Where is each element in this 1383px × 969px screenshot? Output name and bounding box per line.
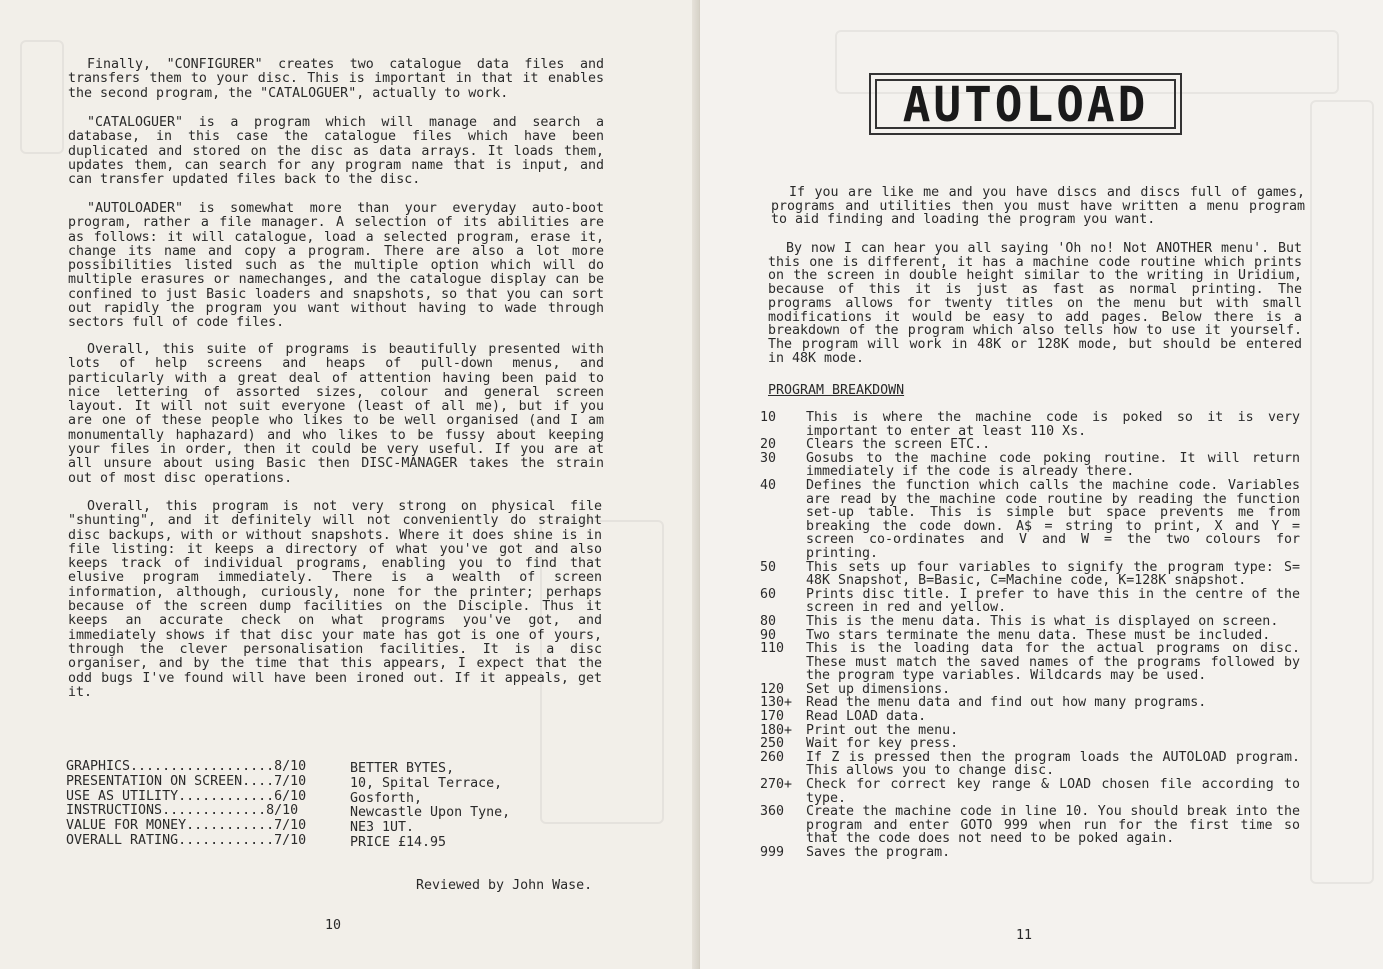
- line-description: If Z is pressed then the program loads the AUTOLOAD program. This allows you to change disc.: [806, 749, 1300, 779]
- page-number: 10: [325, 918, 342, 933]
- line-number: 20: [760, 437, 777, 453]
- line-description: Set up dimensions.: [806, 681, 951, 697]
- line-number: 270+: [760, 777, 793, 793]
- breakdown-row: [760, 778, 1300, 805]
- paragraph: Finally, "CONFIGURER" creates two catalogue data files and transfers them to your disc. This is important in that it enables the second program, the "CATALOGUER", actually to work.: [68, 57, 604, 101]
- breakdown-row: [760, 710, 1300, 724]
- paragraph: Overall, this program is not very strong on physical file "shunting", and it definitely will not conveniently do straight disc backups, with or without snapshots. Where it does shine is in file listing: it keeps a directory of what you've got and also keeps track of individual programs, enabling you to find that elusive program immediately. There is a wealth of screen information, although, curiously, none for the printer; perhaps because of the screen dump facilities on the Disciple. Thus it keeps an accurate check on what programs you've got, and immediately shows if that disc your mate has got is one of yours, through the clever personalisation facilities. It is a disc organiser, and by the time that this appears, I expect that the odd bugs I've found will have been ironed out. If it appeals, get it.: [68, 499, 602, 700]
- breakdown-row: [760, 751, 1300, 778]
- line-number: 30: [760, 450, 777, 466]
- publisher-address: [350, 762, 510, 851]
- page-title: AUTOLOAD: [902, 75, 1149, 133]
- line-description: Create the machine code in line 10. You should break into the program and enter GOTO 999 when run for the first time so that the code does not need to be poked again.: [806, 804, 1300, 847]
- rating-value: VALUE FOR MONEY...........7/10: [66, 818, 307, 834]
- line-number: 60: [760, 586, 777, 602]
- line-description: This sets up four variables to signify the program type: S= 48K Snapshot, B=Basic, C=Machine code, K=128K snapshot.: [806, 559, 1300, 589]
- address-line: Gosforth,: [350, 790, 423, 806]
- breakdown-row: [760, 696, 1300, 710]
- rating-utility: USE AS UTILITY............6/10: [66, 788, 307, 804]
- intro-paragraph: If you are like me and you have discs and discs full of games, programs and utilities then you must have written a menu program to aid finding and loading the program you want.: [771, 185, 1305, 228]
- line-description: Read LOAD data.: [806, 709, 927, 725]
- line-description: This is where the machine code is poked so it is very important to enter at least 110 Xs.: [806, 410, 1300, 439]
- address-line: NE3 1UT.: [350, 820, 415, 836]
- intro-paragraph: By now I can hear you all saying 'Oh no! Not ANOTHER menu'. But this one is different, it has a machine code routine which prints on the screen in double height similar to the writing in Uridium, because of this it is just as fast as normal printing. The programs allows for twenty titles on the menu but with small modifications it would be easy to add pages. Below there is a breakdown of the program which also tells how to use it yourself. The program will work in 48K or 128K mode, but should be entered in 48K mode.: [768, 241, 1302, 366]
- line-description: This is the menu data. This is what is displayed on screen.: [806, 613, 1279, 629]
- line-description: Two stars terminate the menu data. These must be included.: [806, 627, 1271, 643]
- line-description: Clears the screen ETC..: [806, 437, 991, 453]
- title-banner: [869, 73, 1182, 135]
- program-breakdown: [760, 411, 1300, 860]
- paragraph: "CATALOGUER" is a program which will manage and search a database, in this case the catalogue files which have been duplicated and stored on the disc as data arrays. It loads them, updates them, can search for any program name that is input, and can transfer updated files back to the disc.: [68, 115, 604, 188]
- line-number: 90: [760, 627, 777, 643]
- line-description: Defines the function which calls the machine code. Variables are read by the machine code routine by reading the function set-up table. This is simple but space prevents me from breaking the code down. A$ = string to print, X and Y = screen co-ordinates and V and W = the two colours for printing.: [806, 477, 1300, 561]
- paragraph: Overall, this suite of programs is beautifully presented with lots of help screens and heaps of pull-down menus, and particularly with a great deal of attention having been paid to nice lettering of assorted sizes, colour and general screen layout. It will not suit everyone (least of all me), but if you are one of these people who likes to be well organised (and I am monumentally haphazard) and who likes to be fussy about keeping your files in order, then it could be very useful. If you are at all unsure about using Basic then DISC-MANAGER takes the strain out of most disc operations.: [68, 342, 604, 486]
- breakdown-row: [760, 683, 1300, 697]
- breakdown-row: [760, 479, 1300, 561]
- breakdown-row: [760, 724, 1300, 738]
- line-description: Check for correct key range & LOAD chosen file according to type.: [806, 777, 1300, 806]
- rating-instructions: INSTRUCTIONS.............8/10: [66, 803, 299, 819]
- ratings-list: [66, 760, 306, 849]
- breakdown-row: [760, 846, 1300, 860]
- line-description: Wait for key press.: [806, 736, 959, 752]
- address-line: Newcastle Upon Tyne,: [350, 805, 511, 821]
- breakdown-row: [760, 561, 1300, 588]
- title-inner-frame: [875, 75, 1176, 133]
- address-line: 10, Spital Terrace,: [350, 775, 503, 791]
- line-description: Saves the program.: [806, 845, 951, 860]
- show-through-block: [20, 40, 64, 154]
- line-number: 50: [760, 559, 777, 575]
- line-number: 360: [760, 804, 785, 820]
- rating-overall: OVERALL RATING............7/10: [66, 832, 307, 848]
- line-number: 110: [760, 641, 785, 657]
- line-number: 260: [760, 749, 785, 765]
- line-number: 180+: [760, 722, 793, 738]
- section-heading: PROGRAM BREAKDOWN: [768, 383, 905, 398]
- line-number: 80: [760, 613, 777, 629]
- line-number: 250: [760, 736, 785, 752]
- line-description: Prints disc title. I prefer to have this in the centre of the screen in red and yellow.: [806, 586, 1300, 616]
- line-number: 10: [760, 410, 777, 425]
- breakdown-row: [760, 737, 1300, 751]
- paragraph: "AUTOLOADER" is somewhat more than your everyday auto-boot program, rather a file manager. A selection of its abilities are as follows: it will catalogue, load a selected program, erase it, change its name and copy a program. There are also a lot more possibilities listed such as the multiple option which will do multiple erasures or namechanges, and the catalogue display can be confined to just Basic loaders and snapshots, so that you can sort out rapidly the program you want without having to wade through sectors full of code files.: [68, 201, 604, 331]
- line-description: Gosubs to the machine code poking routine. It will return immediately if the code is already there.: [806, 450, 1300, 480]
- line-number: 40: [760, 477, 777, 493]
- line-description: Print out the menu.: [806, 722, 959, 738]
- address-line: BETTER BYTES,: [350, 761, 455, 776]
- breakdown-row: [760, 805, 1300, 846]
- breakdown-row: [760, 615, 1300, 629]
- breakdown-row: [760, 642, 1300, 683]
- line-description: This is the loading data for the actual programs on disc. These must match the saved names of the programs followed by the program type variables. Wildcards may be used.: [806, 641, 1300, 684]
- rating-graphics: GRAPHICS..................8/10: [66, 759, 307, 774]
- breakdown-row: [760, 588, 1300, 615]
- reviewer-credit: Reviewed by John Wase.: [416, 878, 593, 893]
- breakdown-row: [760, 452, 1300, 479]
- show-through-block: [1310, 100, 1374, 884]
- breakdown-row: [760, 411, 1300, 438]
- price: PRICE £14.95: [350, 834, 447, 850]
- line-description: Read the menu data and find out how many programs.: [806, 695, 1207, 711]
- page-number: 11: [1016, 928, 1033, 943]
- rating-presentation: PRESENTATION ON SCREEN....7/10: [66, 773, 307, 789]
- breakdown-row: [760, 629, 1300, 643]
- line-number: 170: [760, 709, 785, 725]
- line-number: 999: [760, 845, 785, 860]
- line-number: 130+: [760, 695, 793, 711]
- line-number: 120: [760, 681, 785, 697]
- breakdown-row: [760, 438, 1300, 452]
